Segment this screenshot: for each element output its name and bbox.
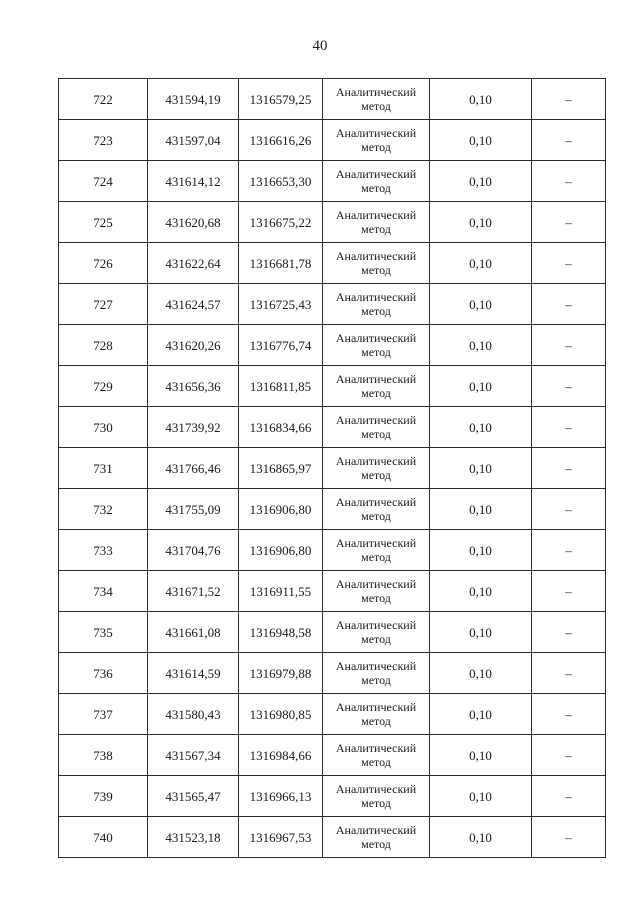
point-number-cell: 724 <box>59 161 148 202</box>
method-cell <box>323 161 430 202</box>
note-cell: – <box>532 489 606 530</box>
method-line: Аналитический <box>335 741 417 755</box>
note-cell: – <box>532 120 606 161</box>
table-row <box>59 161 606 202</box>
method-line: метод <box>361 509 391 523</box>
coordinates-table-body <box>59 79 606 858</box>
accuracy-cell: 0,10 <box>430 325 532 366</box>
x-coordinate-cell: 431739,92 <box>148 407 239 448</box>
method-line: Аналитический <box>335 126 417 140</box>
note-cell: – <box>532 653 606 694</box>
method-cell <box>323 407 430 448</box>
y-coordinate-cell: 1316967,53 <box>239 817 323 858</box>
method-cell <box>323 243 430 284</box>
note-cell: – <box>532 694 606 735</box>
x-coordinate-cell: 431620,68 <box>148 202 239 243</box>
x-coordinate-cell: 431622,64 <box>148 243 239 284</box>
method-line: метод <box>361 714 391 728</box>
table-row <box>59 448 606 489</box>
note-cell: – <box>532 366 606 407</box>
y-coordinate-cell: 1316725,43 <box>239 284 323 325</box>
y-coordinate-cell: 1316979,88 <box>239 653 323 694</box>
accuracy-cell: 0,10 <box>430 653 532 694</box>
method-cell <box>323 120 430 161</box>
y-coordinate-cell: 1316579,25 <box>239 79 323 120</box>
method-line: Аналитический <box>335 782 417 796</box>
x-coordinate-cell: 431565,47 <box>148 776 239 817</box>
method-line: Аналитический <box>335 290 417 304</box>
method-line: метод <box>361 837 391 851</box>
point-number-cell: 731 <box>59 448 148 489</box>
note-cell: – <box>532 161 606 202</box>
accuracy-cell: 0,10 <box>430 79 532 120</box>
x-coordinate-cell: 431704,76 <box>148 530 239 571</box>
accuracy-cell: 0,10 <box>430 243 532 284</box>
y-coordinate-cell: 1316681,78 <box>239 243 323 284</box>
note-cell: – <box>532 612 606 653</box>
point-number-cell: 730 <box>59 407 148 448</box>
note-cell: – <box>532 530 606 571</box>
method-line: метод <box>361 263 391 277</box>
method-line: Аналитический <box>335 536 417 550</box>
x-coordinate-cell: 431614,59 <box>148 653 239 694</box>
method-line: Аналитический <box>335 700 417 714</box>
accuracy-cell: 0,10 <box>430 202 532 243</box>
note-cell: – <box>532 79 606 120</box>
point-number-cell: 740 <box>59 817 148 858</box>
table-row <box>59 366 606 407</box>
point-number-cell: 727 <box>59 284 148 325</box>
x-coordinate-cell: 431661,08 <box>148 612 239 653</box>
method-cell <box>323 202 430 243</box>
table-row <box>59 571 606 612</box>
method-line: Аналитический <box>335 372 417 386</box>
table-row <box>59 325 606 366</box>
accuracy-cell: 0,10 <box>430 530 532 571</box>
method-line: Аналитический <box>335 208 417 222</box>
table-row <box>59 243 606 284</box>
y-coordinate-cell: 1316865,97 <box>239 448 323 489</box>
table-row <box>59 612 606 653</box>
note-cell: – <box>532 284 606 325</box>
y-coordinate-cell: 1316984,66 <box>239 735 323 776</box>
method-line: Аналитический <box>335 618 417 632</box>
point-number-cell: 732 <box>59 489 148 530</box>
point-number-cell: 734 <box>59 571 148 612</box>
x-coordinate-cell: 431594,19 <box>148 79 239 120</box>
accuracy-cell: 0,10 <box>430 735 532 776</box>
method-cell <box>323 571 430 612</box>
method-line: Аналитический <box>335 85 417 99</box>
y-coordinate-cell: 1316948,58 <box>239 612 323 653</box>
point-number-cell: 728 <box>59 325 148 366</box>
method-line: метод <box>361 755 391 769</box>
method-cell <box>323 694 430 735</box>
point-number-cell: 726 <box>59 243 148 284</box>
note-cell: – <box>532 407 606 448</box>
y-coordinate-cell: 1316811,85 <box>239 366 323 407</box>
x-coordinate-cell: 431567,34 <box>148 735 239 776</box>
method-line: метод <box>361 181 391 195</box>
method-line: Аналитический <box>335 495 417 509</box>
method-line: Аналитический <box>335 659 417 673</box>
method-cell <box>323 530 430 571</box>
table-row <box>59 120 606 161</box>
x-coordinate-cell: 431656,36 <box>148 366 239 407</box>
point-number-cell: 736 <box>59 653 148 694</box>
method-line: Аналитический <box>335 331 417 345</box>
note-cell: – <box>532 202 606 243</box>
note-cell: – <box>532 448 606 489</box>
method-cell <box>323 448 430 489</box>
method-cell <box>323 817 430 858</box>
method-line: Аналитический <box>335 167 417 181</box>
accuracy-cell: 0,10 <box>430 571 532 612</box>
method-cell <box>323 325 430 366</box>
accuracy-cell: 0,10 <box>430 612 532 653</box>
accuracy-cell: 0,10 <box>430 694 532 735</box>
table-row <box>59 489 606 530</box>
point-number-cell: 722 <box>59 79 148 120</box>
method-line: метод <box>361 591 391 605</box>
table-row <box>59 817 606 858</box>
y-coordinate-cell: 1316980,85 <box>239 694 323 735</box>
point-number-cell: 739 <box>59 776 148 817</box>
point-number-cell: 723 <box>59 120 148 161</box>
accuracy-cell: 0,10 <box>430 448 532 489</box>
accuracy-cell: 0,10 <box>430 407 532 448</box>
accuracy-cell: 0,10 <box>430 366 532 407</box>
table-row <box>59 694 606 735</box>
y-coordinate-cell: 1316911,55 <box>239 571 323 612</box>
accuracy-cell: 0,10 <box>430 776 532 817</box>
method-cell <box>323 79 430 120</box>
point-number-cell: 729 <box>59 366 148 407</box>
y-coordinate-cell: 1316616,26 <box>239 120 323 161</box>
note-cell: – <box>532 776 606 817</box>
x-coordinate-cell: 431523,18 <box>148 817 239 858</box>
coordinates-table <box>58 78 606 858</box>
method-line: метод <box>361 796 391 810</box>
table-row <box>59 776 606 817</box>
method-cell <box>323 489 430 530</box>
method-line: метод <box>361 632 391 646</box>
table-row <box>59 202 606 243</box>
accuracy-cell: 0,10 <box>430 161 532 202</box>
table-row <box>59 407 606 448</box>
y-coordinate-cell: 1316906,80 <box>239 489 323 530</box>
method-line: Аналитический <box>335 454 417 468</box>
method-line: Аналитический <box>335 577 417 591</box>
method-line: метод <box>361 304 391 318</box>
x-coordinate-cell: 431620,26 <box>148 325 239 366</box>
y-coordinate-cell: 1316776,74 <box>239 325 323 366</box>
method-cell <box>323 735 430 776</box>
point-number-cell: 733 <box>59 530 148 571</box>
x-coordinate-cell: 431755,09 <box>148 489 239 530</box>
point-number-cell: 737 <box>59 694 148 735</box>
table-row <box>59 79 606 120</box>
table-row <box>59 530 606 571</box>
method-cell <box>323 284 430 325</box>
method-line: метод <box>361 345 391 359</box>
method-line: Аналитический <box>335 823 417 837</box>
method-line: метод <box>361 468 391 482</box>
y-coordinate-cell: 1316906,80 <box>239 530 323 571</box>
y-coordinate-cell: 1316966,13 <box>239 776 323 817</box>
accuracy-cell: 0,10 <box>430 284 532 325</box>
page-number: 40 <box>312 38 328 54</box>
note-cell: – <box>532 735 606 776</box>
accuracy-cell: 0,10 <box>430 817 532 858</box>
table-row <box>59 284 606 325</box>
x-coordinate-cell: 431614,12 <box>148 161 239 202</box>
method-line: метод <box>361 222 391 236</box>
method-cell <box>323 612 430 653</box>
point-number-cell: 735 <box>59 612 148 653</box>
point-number-cell: 738 <box>59 735 148 776</box>
method-line: метод <box>361 386 391 400</box>
x-coordinate-cell: 431671,52 <box>148 571 239 612</box>
x-coordinate-cell: 431597,04 <box>148 120 239 161</box>
method-line: метод <box>361 427 391 441</box>
method-cell <box>323 366 430 407</box>
method-line: Аналитический <box>335 249 417 263</box>
y-coordinate-cell: 1316653,30 <box>239 161 323 202</box>
note-cell: – <box>532 817 606 858</box>
method-line: метод <box>361 140 391 154</box>
point-number-cell: 725 <box>59 202 148 243</box>
note-cell: – <box>532 325 606 366</box>
table-row <box>59 653 606 694</box>
method-cell <box>323 776 430 817</box>
method-line: метод <box>361 99 391 113</box>
note-cell: – <box>532 243 606 284</box>
accuracy-cell: 0,10 <box>430 489 532 530</box>
y-coordinate-cell: 1316675,22 <box>239 202 323 243</box>
x-coordinate-cell: 431766,46 <box>148 448 239 489</box>
accuracy-cell: 0,10 <box>430 120 532 161</box>
method-cell <box>323 653 430 694</box>
method-line: Аналитический <box>335 413 417 427</box>
x-coordinate-cell: 431624,57 <box>148 284 239 325</box>
note-cell: – <box>532 571 606 612</box>
table-row <box>59 735 606 776</box>
method-line: метод <box>361 550 391 564</box>
x-coordinate-cell: 431580,43 <box>148 694 239 735</box>
y-coordinate-cell: 1316834,66 <box>239 407 323 448</box>
method-line: метод <box>361 673 391 687</box>
